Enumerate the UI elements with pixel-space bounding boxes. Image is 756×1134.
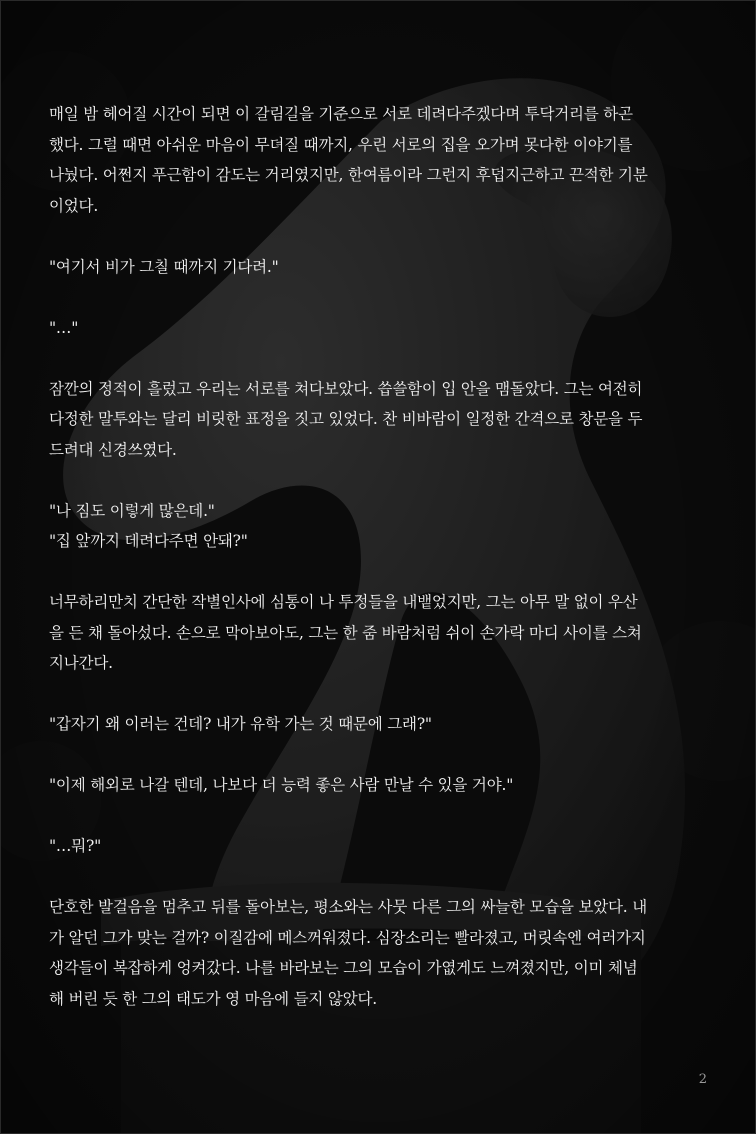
text-line: 매일 밤 헤어질 시간이 되면 이 갈림길을 기준으로 서로 데려다주겠다며 투닥거리를 하곤	[49, 105, 633, 123]
text-line: 해 버린 듯 한 그의 태도가 영 마음에 들지 않았다.	[49, 989, 377, 1008]
paragraph	[49, 587, 711, 679]
dialogue-paragraph	[49, 313, 711, 344]
dialogue-paragraph	[49, 496, 711, 557]
text-line: 다정한 말투와는 달리 비릿한 표정을 짓고 있었다. 찬 비바람이 일정한 간격으로 창문을 두	[49, 410, 643, 428]
text-line: "여기서 비가 그칠 때까지 기다려."	[49, 257, 279, 276]
text-line: 단호한 발걸음을 멈추고 뒤를 돌아보는, 평소와는 사뭇 다른 그의 싸늘한 모습을 보았다. 내	[49, 898, 648, 916]
dialogue-paragraph	[49, 831, 711, 862]
text-line: "…뭐?"	[49, 837, 102, 855]
dialogue-paragraph	[49, 770, 711, 801]
text-line: "이제 해외로 나갈 텐데, 나보다 더 능력 좋은 사람 만날 수 있을 거야."	[49, 776, 514, 794]
page-number: 2	[698, 1072, 707, 1087]
text-line: 을 든 채 돌아섰다. 손으로 막아보아도, 그는 한 줌 바람처럼 쉬이 손가락 마디 사이를 스쳐	[49, 623, 642, 642]
text-line: 이었다.	[49, 196, 99, 215]
text-line: 잠깐의 정적이 흘렀고 우리는 서로를 쳐다보았다. 씁쓸함이 입 안을 맴돌았다. 그는 여전히	[49, 379, 643, 398]
paragraph	[49, 892, 711, 1014]
paragraph	[49, 99, 711, 221]
dialogue-paragraph	[49, 252, 711, 283]
paragraph	[49, 374, 711, 466]
text-line: 나눴다. 어쩐지 푸근함이 감도는 거리였지만, 한여름이라 그런지 후덥지근하고 끈적한 기분	[49, 166, 648, 184]
text-line: 했다. 그럴 때면 아쉬운 마음이 무뎌질 때까지, 우린 서로의 집을 오가며 못다한 이야기를	[49, 135, 633, 154]
dialogue-paragraph	[49, 709, 711, 740]
text-line: "집 앞까지 데려다주면 안돼?"	[49, 532, 248, 550]
text-line: "…"	[49, 318, 79, 337]
text-line: "갑자기 왜 이러는 건데? 내가 유학 가는 것 때문에 그래?"	[49, 715, 432, 733]
text-line: 생각들이 복잡하게 엉켜갔다. 나를 바라보는 그의 모습이 가엾게도 느껴졌지만, 이미 체념	[49, 959, 638, 977]
document-body	[49, 99, 711, 1045]
text-line: 지나간다.	[49, 654, 113, 672]
text-line: 가 알던 그가 맞는 걸까? 이질감에 메스꺼워졌다. 심장소리는 빨라졌고, 머릿속엔 여러가지	[49, 928, 646, 947]
text-line: 너무하리만치 간단한 작별인사에 심통이 나 투정들을 내뱉었지만, 그는 아무 말 없이 우산	[49, 593, 638, 611]
text-line: 드려대 신경쓰였다.	[49, 440, 177, 459]
text-line: "나 짐도 이렇게 많은데."	[49, 501, 215, 520]
